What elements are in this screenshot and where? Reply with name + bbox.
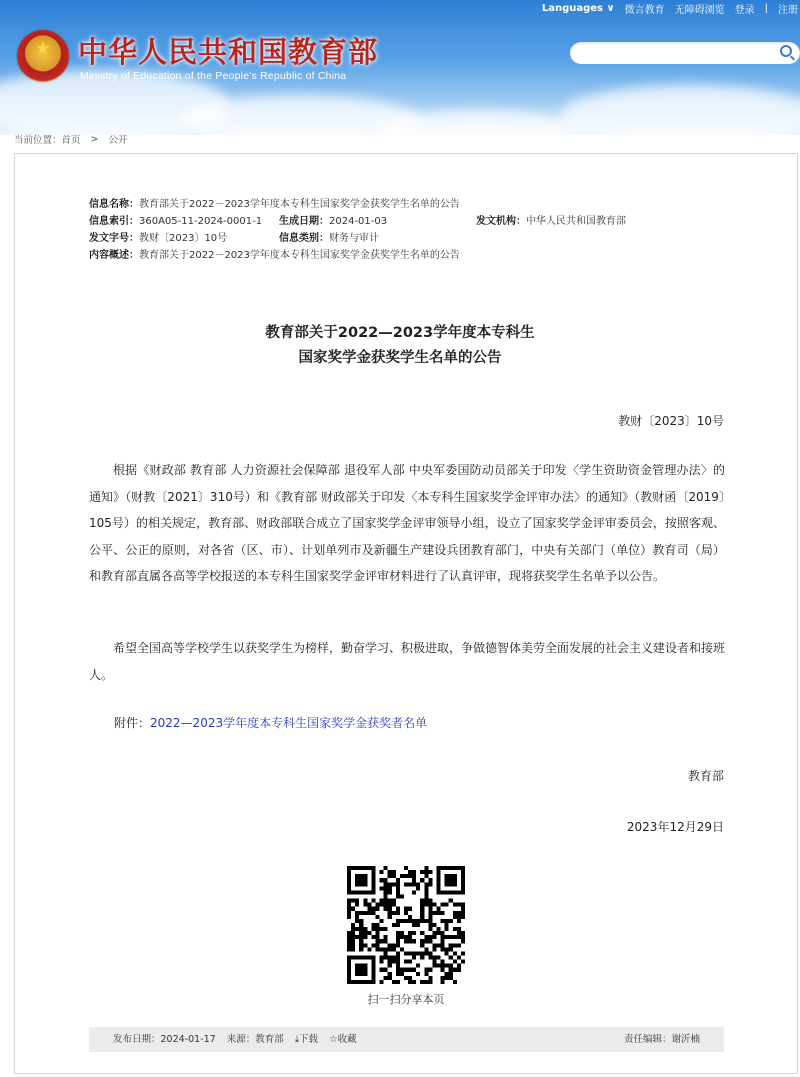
register-link[interactable]: 注册 — [778, 4, 798, 16]
site-subtitle: Ministry of Education of the People's Republic of China — [80, 70, 347, 82]
login-link[interactable]: 登录 — [734, 4, 755, 16]
languages-menu[interactable]: Languages ∨ — [541, 2, 615, 14]
favorite-button[interactable]: ☆收藏 — [329, 1034, 357, 1045]
qr-code-icon — [347, 866, 465, 984]
meta-row-index: 信息索引：360A05-11-2024-0001-1 生成日期：2024-01-03 发文机构：中华人民共和国教育部 — [89, 216, 626, 227]
qr-caption: 扫一扫分享本页 — [367, 993, 445, 1006]
download-icon: ⤓ — [294, 1034, 300, 1045]
search-icon[interactable] — [780, 45, 792, 57]
meta-row-docno: 发文字号：教财〔2023〕10号 信息类别：财务与审计 — [89, 233, 379, 244]
download-button[interactable]: ⤓下载 — [294, 1034, 319, 1045]
chevron-down-icon: ∨ — [606, 2, 615, 14]
breadcrumb — [14, 132, 128, 146]
signer: 教育部 — [687, 769, 724, 783]
body-paragraph-2: 希望全国高等学校学生以获奖学生为榜样，勤奋学习、积极进取，争做德智体美劳全面发展的社会主义建设者和接班人。 — [89, 641, 726, 682]
attachment: 附件：2022—2023学年度本专科生国家奖学金获奖者名单 — [114, 716, 428, 730]
meta-row-name: 信息名称：教育部关于2022－2023学年度本专科生国家奖学金获奖学生名单的公告 — [89, 199, 460, 210]
cloud-decoration — [560, 85, 800, 135]
metadata-table — [89, 196, 626, 264]
breadcrumb-current[interactable]: 公开 — [108, 135, 128, 146]
document-title: 教育部关于2022—2023学年度本专科生 国家奖学金获奖学生名单的公告 — [265, 325, 535, 366]
publish-date: 2024-01-17 — [160, 1034, 216, 1045]
document-number: 教财〔2023〕10号 — [618, 414, 724, 428]
search-input[interactable] — [580, 42, 774, 66]
site-title[interactable]: 中华人民共和国教育部 — [78, 35, 379, 69]
article-footer: 发布日期：2024-01-17 来源：教育部 ⤓下载 ☆收藏 责任编辑：谢沂楠 — [89, 1027, 724, 1052]
breadcrumb-separator: > — [90, 133, 99, 145]
breadcrumb-home[interactable]: 首页 — [61, 135, 81, 146]
attachment-link[interactable]: 2022—2023学年度本专科生国家奖学金获奖者名单 — [150, 716, 428, 730]
accessibility-link[interactable]: 无障碍浏览 — [674, 4, 725, 16]
nav-separator: | — [764, 2, 768, 14]
breadcrumb-label: 当前位置： — [14, 135, 62, 146]
star-icon: ☆ — [329, 1034, 338, 1045]
editor-name: 谢沂楠 — [671, 1034, 700, 1045]
meta-row-summary: 内容概述：教育部关于2022－2023学年度本专科生国家奖学金获奖学生名单的公告 — [89, 250, 460, 261]
search-box — [570, 42, 800, 64]
site-header — [0, 0, 800, 135]
body-paragraph-1: 根据《财政部 教育部 人力资源社会保障部 退役军人部 中央军委国防动员部关于印发〈学生资助资金管理办法〉的通知》（财教〔2021〕310号）和《教育部 财政部关于印发〈本专科生国家奖学金评审办法〉的通知》（教财函〔2019〕105号）的相关规定，教育部、财政部联合成立了国家奖学金评审领导小组，设立了国家奖学金评审委员会，按照客观、公平、公正的原则，对各省（区、市）、计划单列市及新疆生产建设兵团教育部门，中央有关部门（单位）教育司（局）和教育部直属各高等学校报送的本专科生国家奖学金评审材料进行了认真评审，现将获奖学生名单予以公告。 — [89, 463, 725, 583]
document-date: 2023年12月29日 — [626, 820, 724, 834]
weibo-link[interactable]: 微言教育 — [624, 4, 665, 16]
top-nav — [542, 0, 800, 16]
national-emblem-icon[interactable]: ★ — [17, 30, 69, 82]
source: 教育部 — [255, 1034, 284, 1045]
